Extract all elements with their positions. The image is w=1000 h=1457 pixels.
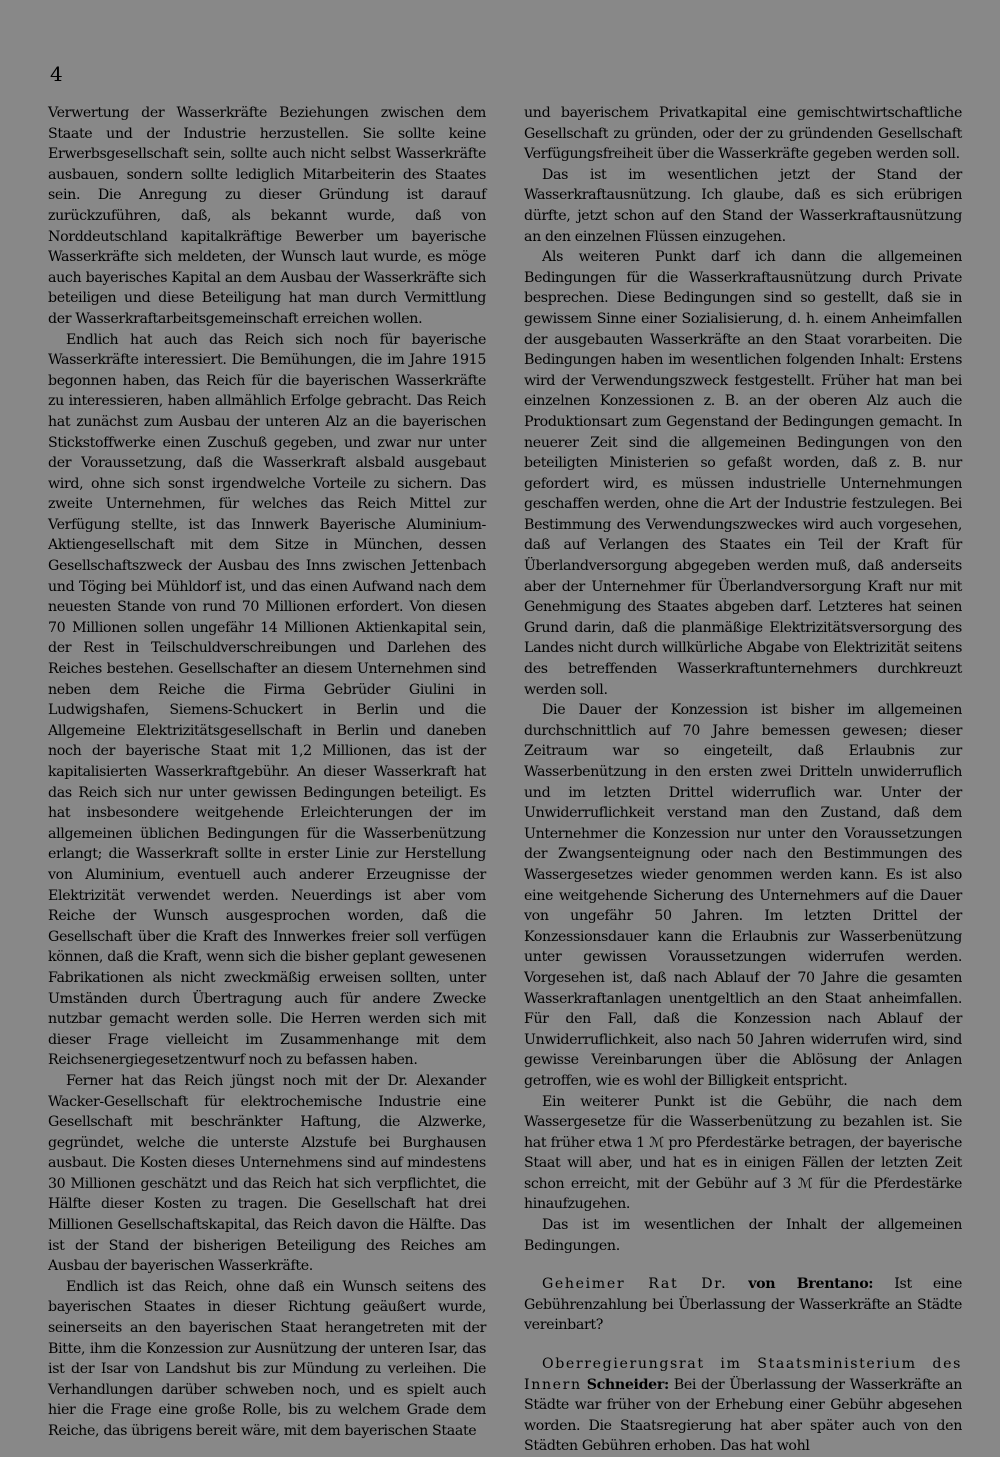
speaker-role: Geheimer Rat Dr. <box>542 1276 728 1293</box>
speaker-statement <box>524 1274 962 1336</box>
paragraph: Verwertung der Wasserkräfte Beziehungen zwischen dem Staate und der Industrie herzustellen. Sie sollte keine Erwerbsgesellschaft sein, sollte auch nicht selbst Wasserkräfte ausbauen, sondern sollte lediglich Mitarbeiterin des Staates sein. Die Anregung zu dieser Gründung ist darauf zurückzuführen, daß, als bekannt wurde, daß von Norddeutschland kapitalkräftige Bewerber um bayerische Wasserkräfte sich meldeten, der Wunsch laut wurde, es möge auch bayerisches Kapital an dem Ausbau der Wasserkräfte sich beteiligen und diese Beteiligung hat man durch Vermittlung der Wasserkraftarbeitsgemeinschaft erreichen wollen. <box>48 105 486 327</box>
paragraph: Ein weiterer Punkt ist die Gebühr, die nach dem Wassergesetze für die Wasserbenützung zu bezahlen ist. Sie hat früher etwa 1 ℳ pro Pferdestärke betragen, der bayerische Staat will aber, und hat es in einigen Fällen der letzten Zeit schon erreicht, mit der Gebühr auf 3 ℳ für die Pferdestärke hinaufzugehen. <box>524 1093 962 1213</box>
speaker-text: Ist eine Gebührenzahlung bei Überlassung der Wasserkräfte an Städte vereinbart? <box>524 1276 962 1334</box>
page-number: 4 <box>50 62 63 86</box>
paragraph: Das ist im wesentlichen jetzt der Stand der Wasserkraftausnützung. Ich glaube, daß es sich erübrigen dürfte, jetzt schon auf den Stand der Wasserkraftausnützung an den einzelnen Flüssen einzugehen. <box>524 166 962 245</box>
paragraph: Endlich ist das Reich, ohne daß ein Wunsch seitens des bayerischen Staates in dieser Richtung geäußert wurde, seinerseits an den bayerischen Staat herangetreten mit der Bitte, ihm die Konzession zur Ausnützung der unteren Isar, das ist der Isar von Landshut bis zur Mündung zu verleihen. Die Verhandlungen darüber schweben noch, und es spielt auch hier die Frage eine große Rolle, bis zu welchem Grade dem Reiche, das übrigens bereit wäre, mit dem bayerischen Staate <box>48 1278 486 1439</box>
paragraph: Das ist im wesentlichen der Inhalt der allgemeinen Bedingungen. <box>524 1217 962 1254</box>
speaker-name: von Brentano: <box>748 1276 874 1293</box>
speaker-text: Bei der Überlassung der Wasserkräfte an Städte war früher von der Erhebung einer Gebühr abgesehen worden. Die Staatsregierung hat aber später auch von den Städten Gebühren erhoben. Das hat wohl <box>524 1376 962 1455</box>
paragraph: Ferner hat das Reich jüngst noch mit der Dr. Alexander Wacker-Gesellschaft für elektrochemische Industrie eine Gesellschaft mit beschränkter Haftung, die Alzwerke, gegründet, welche die unterste Alzstufe bei Burghausen ausbaut. Die Kosten dieses Unternehmens sind auf mindestens 30 Millionen geschätzt und das Reich hat sich verpflichtet, die Hälfte dieser Kosten zu tragen. Die Gesellschaft hat drei Millionen Gesellschaftskapital, das Reich davon die Hälfte. Das ist der Stand der bisherigen Beteiligung des Reiches am Ausbau der bayerischen Wasserkräfte. <box>48 1072 486 1275</box>
right-column <box>524 103 962 1457</box>
paragraph: Als weiteren Punkt darf ich dann die allgemeinen Bedingungen für die Wasserkraftausnützung durch Private besprechen. Diese Bedingungen sind so gestellt, daß sie in gewissem Sinne einer Sozialisierung, d. h. einem Anheimfallen der ausgebauten Wasserkräfte an den Staat vorarbeiten. Die Bedingungen haben im wesentlichen folgenden Inhalt: Erstens wird der Verwendungszweck festgestellt. Früher hat man bei einzelnen Konzessionen z. B. an der oberen Alz auch die Produktionsart zum Gegenstand der Bedingungen gemacht. In neuerer Zeit sind die allgemeinen Bedingungen von den beteiligten Ministerien so gefaßt worden, daß z. B. nur gefordert wird, es müssen industrielle Unternehmungen geschaffen werden, ohne die Art der Industrie festzulegen. Bei Bestimmung des Verwendungszweckes wird auch vorgesehen, daß auf Verlangen des Staates ein Teil der Kraft für Überlandversorgung abgegeben werden muß, daß anderseits aber der Unternehmer für Überlandversorgung Kraft nur mit Genehmigung des Staates abgeben darf. Letzteres hat seinen Grund darin, daß die planmäßige Elektrizitätsversorgung des Landes nicht durch willkürliche Abgabe von Elektrizität seitens des betreffenden Wasserkraftunternehmers durchkreuzt werden soll. <box>524 249 962 698</box>
speaker-name: Schneider: <box>586 1376 669 1393</box>
speaker-role: Oberregierungsrat im Staatsministerium des Innern <box>524 1356 962 1393</box>
paragraph: und bayerischem Privatkapital eine gemischtwirtschaftliche Gesellschaft zu gründen, oder der zu gründenden Gesellschaft Verfügungsfreiheit über die Wasserkräfte gegeben werden soll. <box>524 105 962 163</box>
paragraph: Die Dauer der Konzession ist bisher im allgemeinen durchschnittlich auf 70 Jahre bemessen gewesen; dieser Zeitraum war so eingeteilt, daß Erlaubnis zur Wasserbenützung in den ersten zwei Dritteln unwiderruflich und im letzten Drittel widerruflich war. Unter der Unwiderruflichkeit verstand man den Zustand, daß dem Unternehmer die Konzession nur unter den Voraussetzungen der Zwangsenteignung oder nach den Bestimmungen des Wassergesetzes wieder genommen werden kann. Es ist also eine weitgehende Sicherung des Unternehmers auf die Dauer von ungefähr 50 Jahren. Im letzten Drittel der Konzessionsdauer kann die Erlaubnis zur Wasserbenützung unter gewissen Voraussetzungen widerrufen werden. Vorgesehen ist, daß nach Ablauf der 70 Jahre die gesamten Wasserkraftanlagen unentgeltlich an den Staat anheimfallen. Für den Fall, daß die Konzession nach Ablauf der Unwiderruflichkeit, also nach 50 Jahren widerrufen wird, sind gewisse Vereinbarungen über die Ablösung der Anlagen getroffen, wie es wohl der Billigkeit entspricht. <box>524 702 962 1089</box>
left-column <box>48 103 486 1442</box>
speaker-statement <box>524 1354 962 1457</box>
paragraph: Endlich hat auch das Reich sich noch für bayerische Wasserkräfte interessiert. Die Bemühungen, die im Jahre 1915 begonnen haben, das Reich für die bayerischen Wasserkräfte zu interessieren, haben allmählich Erfolge gebracht. Das Reich hat zunächst zum Ausbau der unteren Alz an die bayerischen Stickstoffwerke einen Zuschuß gegeben, und zwar nur unter der Voraussetzung, daß die Wasserkraft alsbald ausgebaut wird, ohne sich sonst irgendwelche Vorteile zu sichern. Das zweite Unternehmen, für welches das Reich Mittel zur Verfügung stellte, ist das Innwerk Bayerische Aluminium-Aktiengesellschaft mit dem Sitze in München, dessen Gesellschaftszweck der Ausbau des Inns zwischen Jettenbach und Töging bei Mühldorf ist, und das einen Aufwand nach dem neuesten Stande von rund 70 Millionen erfordert. Von diesen 70 Millionen sollen ungefähr 14 Millionen Aktienkapital sein, der Rest in Teilschuldverschreibungen und Darlehen des Reiches bestehen. Gesellschafter an diesem Unternehmen sind neben dem Reiche die Firma Gebrüder Giulini in Ludwigshafen, Siemens-Schuckert in Berlin und die Allgemeine Elektrizitätsgesellschaft in Berlin und daneben noch der bayerische Staat mit 1,2 Millionen, das ist der kapitalisierten Wasserkraftgebühr. An dieser Wasserkraft hat das Reich sich nur unter gewissen Bedingungen beteiligt. Es hat insbesondere weitgehende Erleichterungen der im allgemeinen üblichen Bedingungen für die Wasserbenützung erlangt; die Wasserkraft sollte in erster Linie zur Herstellung von Aluminium, eventuell auch anderer Erzeugnisse der Elektrizität verwendet werden. Neuerdings ist aber vom Reiche der Wunsch ausgesprochen worden, daß die Gesellschaft über die Kraft des Innwerkes freier soll verfügen können, daß die Kraft, wenn sich die bisher geplant gewesenen Fabrikationen als nicht zweckmäßig erweisen sollten, unter Umständen durch Übertragung auch für andere Zwecke nutzbar gemacht werden solle. Die Herren werden sich mit dieser Frage vielleicht im Zusammenhange mit dem Reichsenergiegesetzentwurf noch zu befassen haben. <box>48 331 486 1069</box>
